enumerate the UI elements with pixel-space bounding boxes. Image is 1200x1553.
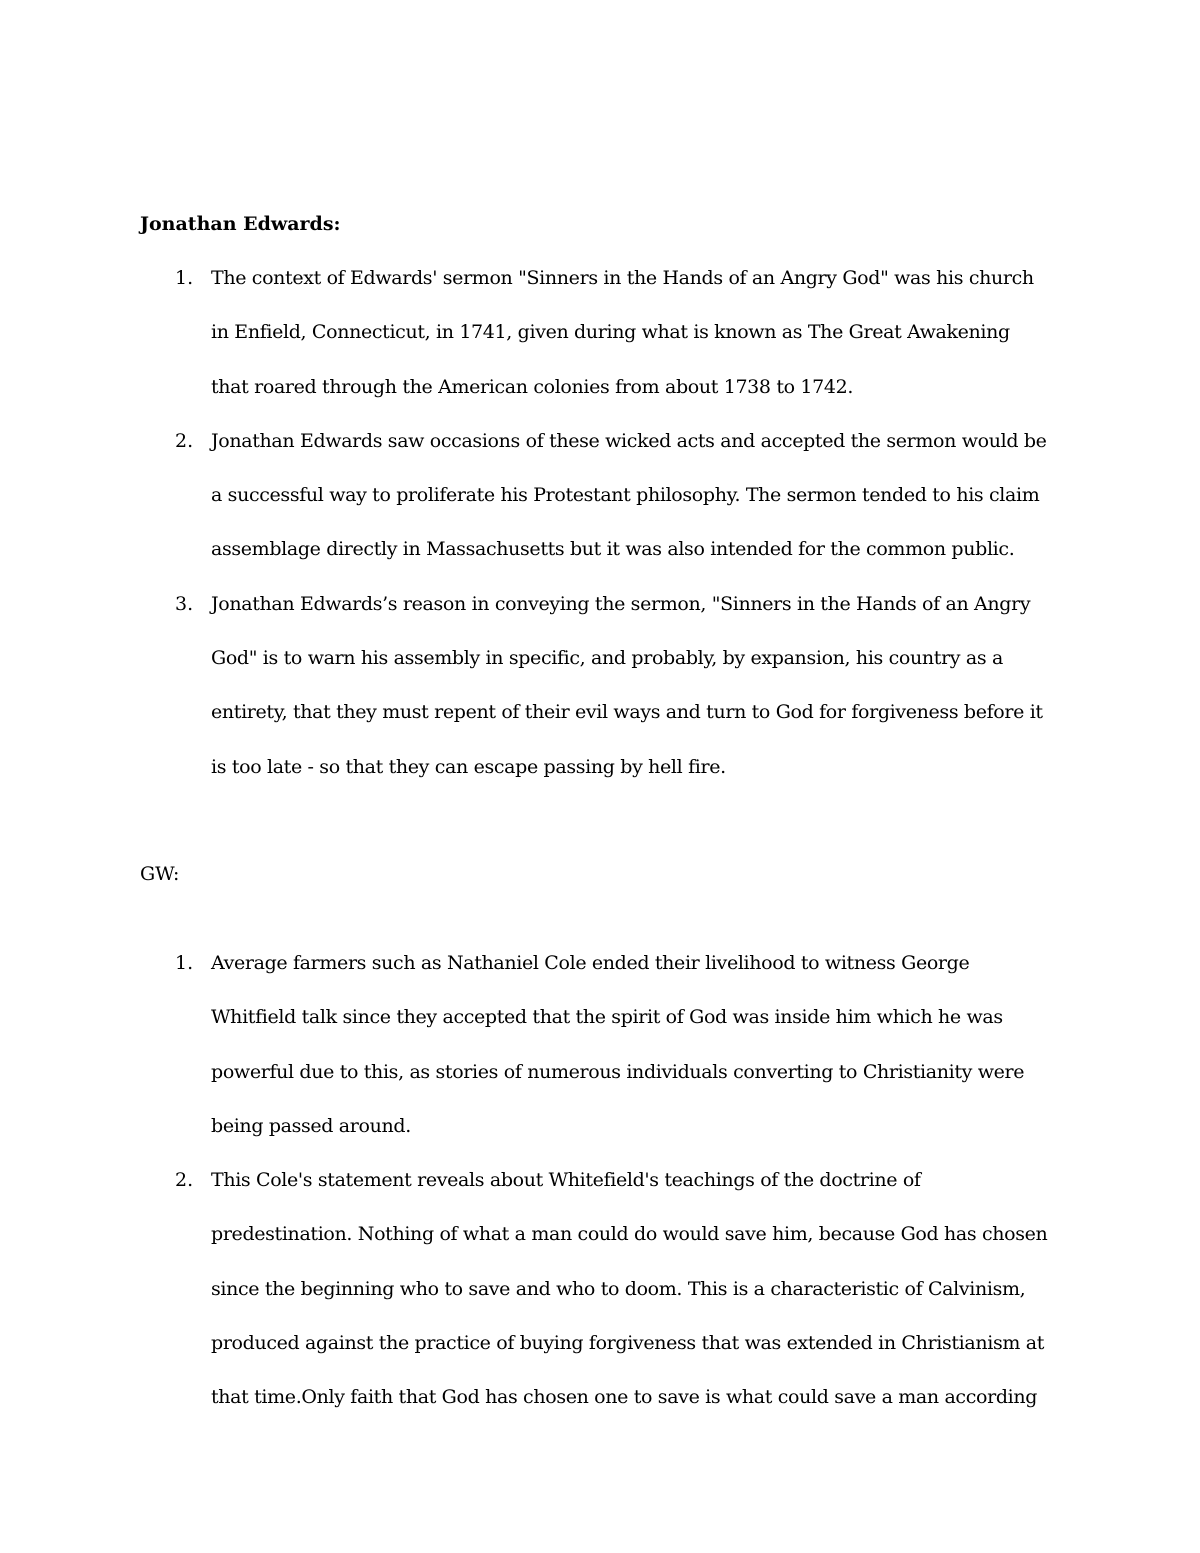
section-heading-gw: GW: — [140, 863, 180, 885]
list-item-number: 2. — [175, 1169, 194, 1192]
list-item-line: entirety, that they must repent of their evil ways and turn to God for forgiveness before it — [211, 701, 1043, 724]
list-item — [0, 1153, 1048, 1424]
gw-list — [0, 936, 1048, 1425]
list-item-line: being passed around. — [211, 1114, 411, 1137]
list-item-number: 3. — [175, 592, 194, 615]
list-item-line: The context of Edwards' sermon "Sinners in the Hands of an Angry God" was his church — [211, 267, 1034, 289]
list-item-line: Whitfield talk since they accepted that the spirit of God was inside him which he was — [211, 1006, 1003, 1029]
list-item-line: in Enfield, Connecticut, in 1741, given during what is known as The Great Awakening — [211, 321, 1010, 344]
list-item-line: that time.Only faith that God has chosen one to save is what could save a man according — [211, 1386, 1038, 1409]
list-item-number: 1. — [175, 267, 194, 289]
list-item-number: 1. — [175, 952, 194, 974]
list-item-line: Jonathan Edwards’s reason in conveying the sermon, "Sinners in the Hands of an Angry — [211, 592, 1031, 615]
list-item — [0, 251, 1034, 414]
list-item-number: 2. — [175, 429, 194, 452]
list-item-line: a successful way to proliferate his Protestant philosophy. The sermon tended to his claim — [211, 484, 1040, 507]
jonathan-edwards-list — [0, 251, 1047, 794]
list-item-line: since the beginning who to save and who to doom. This is a characteristic of Calvinism, — [211, 1277, 1026, 1300]
list-item-line: God" is to warn his assembly in specific, and probably, by expansion, his country as a — [211, 647, 1003, 670]
list-item-line: that roared through the American colonies from about 1738 to 1742. — [211, 375, 854, 398]
list-item-line: Average farmers such as Nathaniel Cole ended their livelihood to witness George — [211, 952, 970, 974]
list-item-line: powerful due to this, as stories of numerous individuals converting to Christianity were — [211, 1060, 1025, 1083]
list-item — [0, 936, 1025, 1153]
list-item-line: This Cole's statement reveals about Whitefield's teachings of the doctrine of — [211, 1169, 921, 1192]
list-item-line: is too late - so that they can escape passing by hell fire. — [211, 755, 726, 778]
list-item-line: predestination. Nothing of what a man could do would save him, because God has chosen — [211, 1223, 1048, 1246]
list-item-line: produced against the practice of buying forgiveness that was extended in Christianism at — [211, 1332, 1044, 1355]
list-item — [0, 577, 1043, 794]
list-item — [0, 414, 1047, 577]
section-heading-jonathan-edwards: Jonathan Edwards: — [140, 213, 341, 235]
list-item-line: Jonathan Edwards saw occasions of these wicked acts and accepted the sermon would be — [211, 429, 1047, 452]
list-item-line: assemblage directly in Massachusetts but it was also intended for the common public. — [211, 538, 1015, 561]
